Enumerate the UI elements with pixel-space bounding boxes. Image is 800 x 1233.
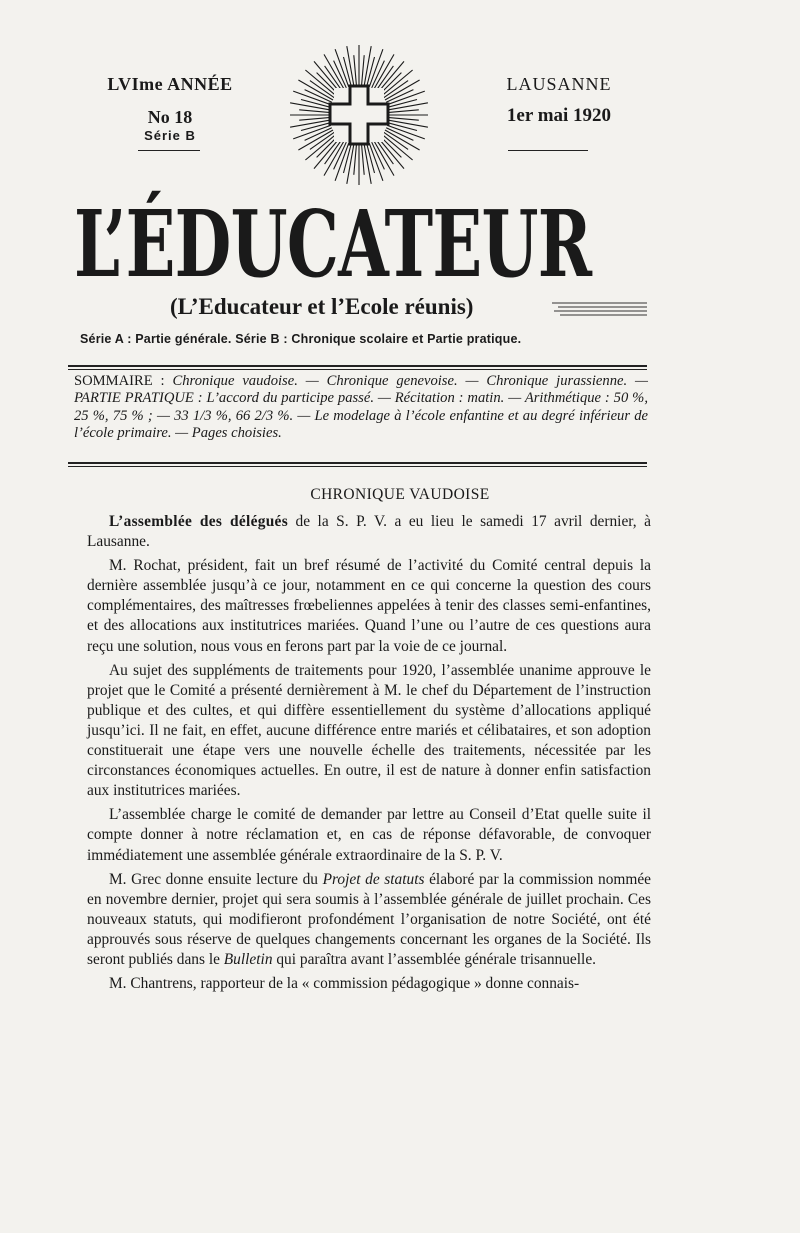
series-label: Série B (144, 128, 196, 143)
paragraph-last: M. Chantrens, rapporteur de la « commission pédagogique » donne connais- (109, 975, 580, 993)
swiss-cross-emblem-icon (290, 42, 428, 188)
bottom-double-rule (68, 462, 647, 464)
paragraph: Au sujet des suppléments de traitements pour 1920, l’assemblée unanime approuve le projet que le Comité a présenté dernièrement à M. le chef du Département de l’instruction publique et des cultes, et qui diffère essentiellement du système d’allocations appliqué jusqu’ici. Il ne fait, en effet, aucune différence entre mariés et célibataires, et son adoption constituerait une étape vers une nouvelle échelle des traitements, nécessitée par les circonstances économiques actuelles. En outre, il est de nature à donner enfin satisfaction aux institutrices mariées. (87, 661, 651, 800)
sommaire-label: SOMMAIRE : (74, 373, 165, 389)
sommaire-items: Chronique vaudoise. — Chronique genevoise. — Chronique jurassienne. — PARTIE PRATIQUE : L’accord du participe passé. — Récitation : matin. — Arithmétique : 50 %, 25 %, 75 % ; — 33 1/3 %, 66 2/3 %. — Le modelage à l’école enfantine et au degré inférieur de l’école primaire. — Pages choisies. (74, 373, 648, 442)
masthead-left (100, 74, 240, 143)
paragraph: L’assemblée charge le comité de demander par lettre au Conseil d’Etat quelle suite il compte donner à notre réclamation et, en cas de réponse défavorable, de convoquer immédiatement une assemblée générale extraordinaire de la S. P. V. (87, 806, 651, 864)
year-of-publication: LVIme ANNÉE (107, 74, 233, 94)
hatched-ornament-icon (552, 299, 647, 319)
top-double-rule (68, 365, 647, 367)
issue-number: No 18 (147, 107, 193, 127)
journal-subtitle: (L’Educateur et l’Ecole réunis) (170, 294, 474, 319)
journal-title: L’ÉDUCATEUR (74, 190, 592, 298)
series-description: Série A : Partie générale. Série B : Chronique scolaire et Partie pratique. (80, 332, 522, 346)
table-of-contents (74, 373, 648, 443)
lead-bold: L’assemblée des délégués (109, 513, 288, 530)
masthead-right (478, 74, 640, 127)
paragraph-grec: M. Grec donne ensuite lecture du Projet de statuts élaboré par la commission nommée en novembre dernier, projet qui sera soumis à l’assemblée générale de juillet prochain. Ces nouveaux statuts, qui modifieront profondément l’organisation de notre Société, ont été approuvés sous réserve de quelques changements concernant les organes de la Société. Ils seront publiés dans le Bulletin qui paraîtra avant l’assemblée générale trisannuelle. (87, 870, 651, 968)
left-rule (138, 150, 200, 151)
section-heading: CHRONIQUE VAUDOISE (310, 486, 490, 503)
article-body (87, 512, 651, 994)
lead-rest: de la S. P. V. a eu lieu le samedi 17 avril dernier, à Lausanne. (87, 513, 651, 551)
right-rule (508, 150, 588, 151)
issue-date: 1er mai 1920 (506, 105, 612, 126)
paragraph: M. Rochat, président, fait un bref résumé de l’activité du Comité central depuis la dernière assemblée jusqu’à ce jour, notamment en ce qui concerne la question des cours complémentaires, des maîtresses frœbeliennes appelées à tenir des classes semi-enfantines, et des allocations aux institutrices mariées. Quand l’une ou l’autre de ces questions aura reçu une solution, nous vous en ferons part par la voie de ce journal. (87, 557, 651, 655)
article-lead (87, 512, 651, 552)
place-of-publication: LAUSANNE (506, 74, 612, 94)
